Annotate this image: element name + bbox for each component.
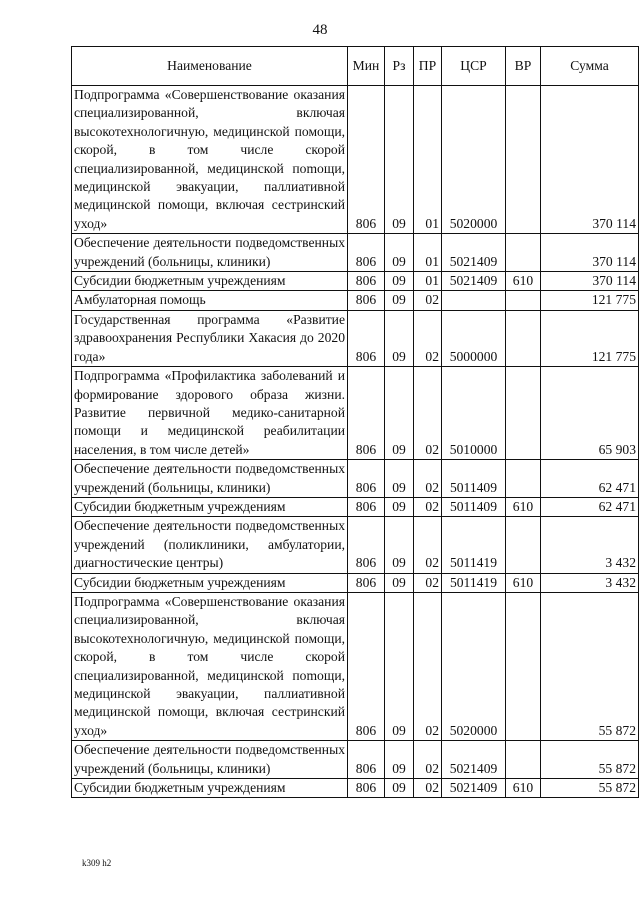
cell-csr: 5020000: [442, 592, 506, 740]
cell-csr: 5011409: [442, 497, 506, 516]
cell-csr: 5011419: [442, 517, 506, 573]
cell-rz: 09: [385, 367, 414, 460]
cell-min: 806: [348, 741, 385, 779]
cell-vr: [506, 234, 541, 272]
cell-pr: 02: [414, 779, 442, 798]
cell-vr: [506, 86, 541, 234]
table-row: [72, 517, 639, 573]
cell-min: 806: [348, 86, 385, 234]
cell-min: 806: [348, 460, 385, 498]
cell-vr: [506, 291, 541, 310]
cell-name: Обеспечение деятельности подведомственных учреждений (больницы, клиники): [72, 234, 348, 272]
cell-rz: 09: [385, 234, 414, 272]
cell-csr: [442, 291, 506, 310]
table-row: [72, 779, 639, 798]
cell-pr: 02: [414, 517, 442, 573]
header-min: Мин: [348, 47, 385, 86]
cell-sum: 121 775: [541, 291, 639, 310]
cell-name: Подпрограмма «Совершенствование оказания специализированной, включая высокотехнологичную, медицинской помощи, скорой, в том числе скорой специализированной, медицинской поmощи, медицинской эвакуации, паллиативной медицинской помощи, включая сестринский уход»: [72, 592, 348, 740]
cell-csr: 5000000: [442, 310, 506, 366]
cell-csr: 5021409: [442, 741, 506, 779]
cell-name: Подпрограмма «Профилактика заболеваний и формирование здорового образа жизни. Развитие первичной медико-санитарной помощи и медицинской реабилитации населения, в том числе детей»: [72, 367, 348, 460]
cell-pr: 02: [414, 291, 442, 310]
cell-pr: 02: [414, 573, 442, 592]
cell-min: 806: [348, 310, 385, 366]
cell-min: 806: [348, 779, 385, 798]
table-row: [72, 86, 639, 234]
cell-rz: 09: [385, 272, 414, 291]
cell-vr: [506, 592, 541, 740]
cell-vr: 610: [506, 497, 541, 516]
cell-rz: 09: [385, 86, 414, 234]
table-row: [72, 460, 639, 498]
table-row: [72, 573, 639, 592]
cell-sum: 62 471: [541, 497, 639, 516]
cell-sum: 370 114: [541, 272, 639, 291]
cell-min: 806: [348, 592, 385, 740]
table-row: [72, 291, 639, 310]
header-rz: Рз: [385, 47, 414, 86]
cell-min: 806: [348, 497, 385, 516]
cell-min: 806: [348, 367, 385, 460]
cell-rz: 09: [385, 592, 414, 740]
footer-code: k309 h2: [82, 858, 112, 868]
cell-csr: 5011409: [442, 460, 506, 498]
cell-rz: 09: [385, 779, 414, 798]
cell-pr: 02: [414, 497, 442, 516]
cell-vr: [506, 517, 541, 573]
cell-vr: [506, 460, 541, 498]
cell-sum: 55 872: [541, 779, 639, 798]
table-row: [72, 497, 639, 516]
cell-name: Амбулаторная помощь: [72, 291, 348, 310]
table-row: [72, 272, 639, 291]
cell-name: Государственная программа «Развитие здравоохранения Республики Хакасия до 2020 года»: [72, 310, 348, 366]
cell-sum: 370 114: [541, 234, 639, 272]
cell-vr: [506, 367, 541, 460]
cell-min: 806: [348, 517, 385, 573]
header-row: [72, 47, 639, 86]
cell-pr: 02: [414, 592, 442, 740]
cell-rz: 09: [385, 291, 414, 310]
page-number: 48: [312, 22, 328, 38]
cell-pr: 01: [414, 272, 442, 291]
cell-rz: 09: [385, 573, 414, 592]
cell-pr: 02: [414, 367, 442, 460]
table-row: [72, 592, 639, 740]
table-body: [72, 86, 639, 798]
cell-name: Субсидии бюджетным учреждениям: [72, 272, 348, 291]
cell-pr: 02: [414, 741, 442, 779]
cell-sum: 55 872: [541, 592, 639, 740]
cell-vr: 610: [506, 573, 541, 592]
cell-sum: 55 872: [541, 741, 639, 779]
cell-csr: 5021409: [442, 234, 506, 272]
cell-pr: 02: [414, 310, 442, 366]
cell-rz: 09: [385, 741, 414, 779]
cell-rz: 09: [385, 497, 414, 516]
cell-name: Субсидии бюджетным учреждениям: [72, 779, 348, 798]
cell-sum: 121 775: [541, 310, 639, 366]
cell-csr: 5021409: [442, 779, 506, 798]
header-pr: ПР: [414, 47, 442, 86]
cell-csr: 5021409: [442, 272, 506, 291]
table-row: [72, 741, 639, 779]
cell-rz: 09: [385, 460, 414, 498]
cell-name: Обеспечение деятельности подведомственных учреждений (больницы, клиники): [72, 741, 348, 779]
cell-vr: [506, 310, 541, 366]
cell-sum: 65 903: [541, 367, 639, 460]
cell-vr: [506, 741, 541, 779]
cell-name: Обеспечение деятельности подведомственных учреждений (больницы, клиники): [72, 460, 348, 498]
cell-sum: 3 432: [541, 573, 639, 592]
cell-rz: 09: [385, 310, 414, 366]
cell-rz: 09: [385, 517, 414, 573]
cell-csr: 5011419: [442, 573, 506, 592]
cell-pr: 01: [414, 234, 442, 272]
header-name: Наименование: [72, 47, 348, 86]
cell-sum: 62 471: [541, 460, 639, 498]
cell-name: Подпрограмма «Совершенствование оказания специализированной, включая высокотехнологичную, медицинской помощи, скорой, в том числе скорой специализированной, медицинской поmощи, медицинской эвакуации, паллиативной медицинской помощи, включая сестринский уход»: [72, 86, 348, 234]
cell-csr: 5020000: [442, 86, 506, 234]
cell-name: Субсидии бюджетным учреждениям: [72, 497, 348, 516]
header-sum: Сумма: [541, 47, 639, 86]
cell-min: 806: [348, 272, 385, 291]
cell-sum: 370 114: [541, 86, 639, 234]
cell-vr: 610: [506, 779, 541, 798]
cell-name: Обеспечение деятельности подведомственных учреждений (поликлиники, амбулатории, диагностические центры): [72, 517, 348, 573]
cell-csr: 5010000: [442, 367, 506, 460]
cell-sum: 3 432: [541, 517, 639, 573]
cell-pr: 01: [414, 86, 442, 234]
budget-table: [71, 46, 639, 798]
table-row: [72, 367, 639, 460]
cell-min: 806: [348, 573, 385, 592]
cell-min: 806: [348, 291, 385, 310]
header-csr: ЦСР: [442, 47, 506, 86]
table-row: [72, 234, 639, 272]
table-row: [72, 310, 639, 366]
cell-min: 806: [348, 234, 385, 272]
cell-vr: 610: [506, 272, 541, 291]
cell-pr: 02: [414, 460, 442, 498]
header-vr: ВР: [506, 47, 541, 86]
cell-name: Субсидии бюджетным учреждениям: [72, 573, 348, 592]
